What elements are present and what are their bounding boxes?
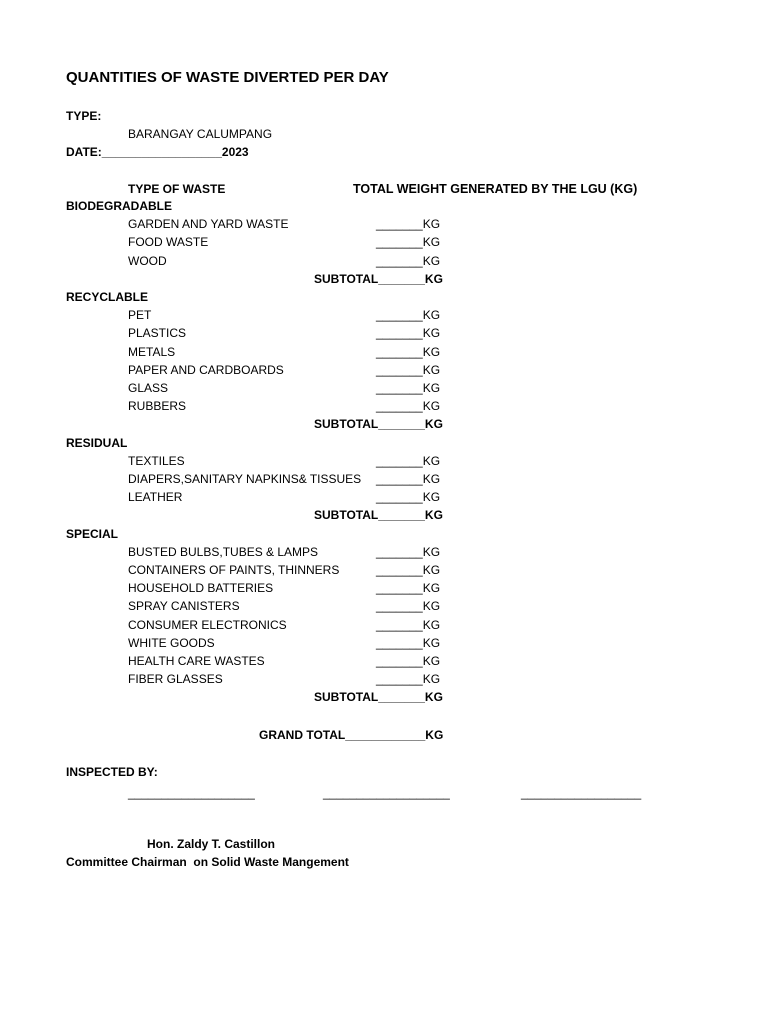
waste-item-label: PET <box>128 308 152 323</box>
weight-blank-field: _______KG <box>376 544 441 559</box>
waste-item-label: CONSUMER ELECTRONICS <box>128 617 287 632</box>
category-heading: RECYCLABLE <box>66 290 149 304</box>
weight-blank-field: _______KG <box>376 672 441 687</box>
weight-blank-field: _______KG <box>376 563 441 577</box>
waste-item-label: HEALTH CARE WASTES <box>128 654 265 668</box>
waste-item-label: METALS <box>128 344 176 359</box>
date-line: DATE:__________________2023 <box>66 145 249 159</box>
signature-line-2: ___________________ <box>323 786 450 800</box>
weight-blank-field: _______KG <box>376 654 441 668</box>
waste-item-label: FIBER GLASSES <box>128 672 223 687</box>
weight-blank-field: _______KG <box>376 399 441 414</box>
weight-blank-field: _______KG <box>376 635 441 650</box>
waste-item-label: RUBBERS <box>128 399 187 414</box>
weight-blank-field: _______KG <box>376 453 441 468</box>
category-heading: RESIDUAL <box>66 435 128 450</box>
waste-item-label: SPRAY CANISTERS <box>128 599 240 614</box>
waste-item-label: BUSTED BULBS,TUBES & LAMPS <box>128 544 319 559</box>
weight-blank-field: _______KG <box>376 581 441 596</box>
waste-item-label: WHITE GOODS <box>128 635 215 650</box>
column-header-type: TYPE OF WASTE <box>128 182 226 196</box>
waste-item-label: LEATHER <box>128 490 183 505</box>
weight-blank-field: _______KG <box>376 344 441 359</box>
weight-blank-field: _______KG <box>376 308 441 323</box>
subtotal-line: SUBTOTAL_______KG <box>314 417 443 432</box>
inspected-by-label: INSPECTED BY: <box>66 765 158 779</box>
weight-blank-field: _______KG <box>376 235 441 250</box>
grand-total-line: GRAND TOTAL____________KG <box>259 728 444 742</box>
subtotal-line: SUBTOTAL_______KG <box>314 508 443 523</box>
subtotal-line: SUBTOTAL_______KG <box>314 690 443 705</box>
waste-item-label: TEXTILES <box>128 453 185 468</box>
waste-item-label: PLASTICS <box>128 326 187 341</box>
waste-item-label: WOOD <box>128 253 167 268</box>
weight-blank-field: _______KG <box>376 326 441 341</box>
weight-blank-field: _______KG <box>376 362 441 377</box>
category-heading: BIODEGRADABLE <box>66 199 173 213</box>
subtotal-line: SUBTOTAL_______KG <box>314 271 443 286</box>
waste-item-label: HOUSEHOLD BATTERIES <box>128 581 274 596</box>
signatory-title: Committee Chairman on Solid Waste Mangement <box>66 855 349 869</box>
weight-blank-field: _______KG <box>376 253 441 268</box>
weight-blank-field: _______KG <box>376 472 441 486</box>
waste-item-label: CONTAINERS OF PAINTS, THINNERS <box>128 563 340 577</box>
barangay-name: BARANGAY CALUMPANG <box>128 127 273 141</box>
weight-blank-field: _______KG <box>376 217 441 232</box>
weight-blank-field: _______KG <box>376 599 441 614</box>
waste-item-label: GLASS <box>128 381 169 395</box>
waste-item-label: DIAPERS,SANITARY NAPKINS& TISSUES <box>128 472 362 486</box>
signatory-name: Hon. Zaldy T. Castillon <box>147 837 276 851</box>
category-heading: SPECIAL <box>66 526 119 541</box>
weight-blank-field: _______KG <box>376 490 441 505</box>
signature-line-3: __________________ <box>521 786 642 800</box>
weight-blank-field: _______KG <box>376 381 441 395</box>
column-header-weight: TOTAL WEIGHT GENERATED BY THE LGU (KG) <box>353 182 638 196</box>
waste-item-label: FOOD WASTE <box>128 235 209 250</box>
weight-blank-field: _______KG <box>376 617 441 632</box>
waste-item-label: GARDEN AND YARD WASTE <box>128 217 289 232</box>
waste-item-label: PAPER AND CARDBOARDS <box>128 362 284 377</box>
type-label: TYPE: <box>66 109 102 123</box>
signature-line-1: ___________________ <box>128 786 255 800</box>
form-title: QUANTITIES OF WASTE DIVERTED PER DAY <box>66 69 389 86</box>
